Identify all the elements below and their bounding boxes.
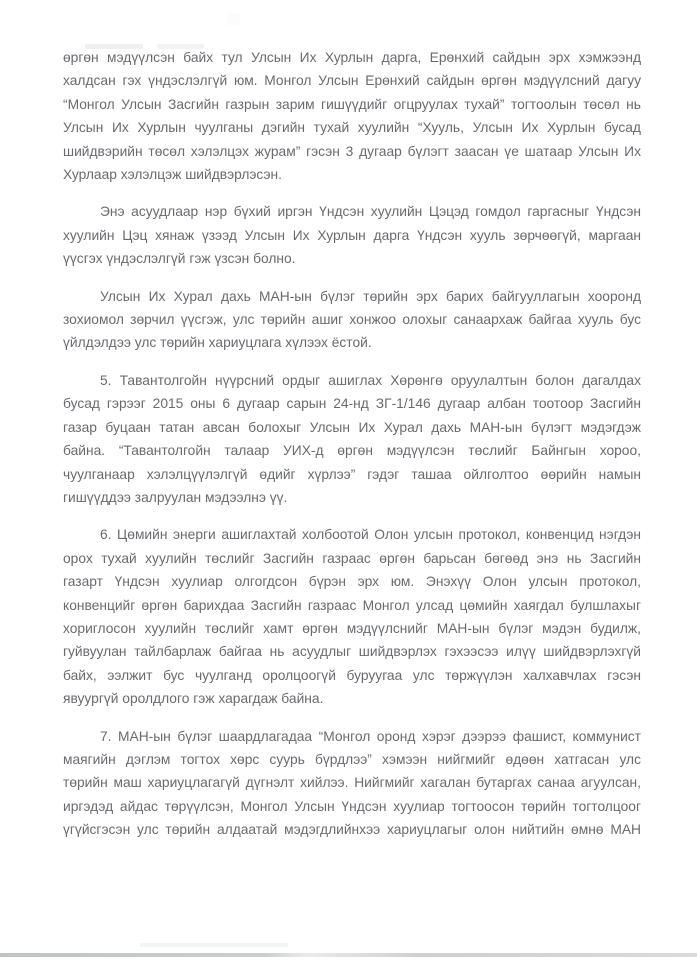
text-line: гишүүддээ залруулан мэдээлнэ үү. bbox=[63, 489, 288, 505]
paragraph bbox=[63, 200, 641, 270]
text-line: 7. МАН-ын бүлэг шаардлагадаа “Монгол оронд хэрэг дээрээ фашист, коммунист bbox=[100, 728, 641, 744]
text-line: орох тухай хуулийн төслийг Засгийн газраас өргөн барьсан бөгөөд энэ нь Засгийн bbox=[63, 550, 641, 566]
text-line: төрийн маш хариуцлагагүй дүгнэлт хийлээ. Нийгмийг хагалан бутаргах санаа агуулсан, bbox=[63, 775, 641, 791]
page-bottom-edge-shadow bbox=[0, 953, 697, 957]
text-line: хуулийн Цэц хянаж үзээд Улсын Их Хурлын дарга Үндсэн хууль зөрчөөгүй, маргаан bbox=[63, 227, 641, 243]
text-line: байна. “Тавантолгойн талаар УИХ-д өргөн мэдүүлсэн төслийг Байнгын хороо, bbox=[63, 443, 641, 459]
text-line: Энэ асуудлаар нэр бүхий иргэн Үндсэн хуулийн Цэцэд гомдол гаргасныг Үндсэн bbox=[100, 204, 641, 220]
text-line: маягийн дэглэм тогтох хөрс суурь бүрдлээ” хэмээн нийгмийг өдөөн хатгасан улс bbox=[63, 751, 641, 767]
paragraph bbox=[63, 523, 641, 710]
text-line: иргэдэд айдас төрүүлсэн, Монгол Улсын Үндсэн хуулиар тогтоосон төрийн тогтолцоог bbox=[63, 798, 641, 814]
text-line: өргөн мэдүүлсэн байх тул Улсын Их Хурлын дарга, Ерөнхий сайдын эрх хэмжээнд bbox=[63, 50, 641, 65]
paragraph bbox=[63, 725, 641, 842]
text-line: Улсын Их Хурлын чуулганы дэгийн тухай хуулийн “Хууль, Улсын Их Хурлын бусад bbox=[63, 120, 641, 136]
text-line: бусад гэрээг 2015 оны 6 дугаар сарын 24-нд ЗГ-1/146 дугаар албан тоотоор Засгийн bbox=[63, 396, 641, 412]
text-line: байх, ээлжит бус чуулганд оролцоогүй буруугаа улс төржүүлэн халхавчлах гэсэн bbox=[63, 667, 641, 683]
scan-dash-artifact bbox=[157, 44, 204, 49]
text-line: зохиомол зөрчил үүсгэж, улс төрийн ашиг хонжоо олохыг санаархаж байгаа хууль бус bbox=[63, 312, 641, 328]
text-line: халдсан гэх үндэслэлгүй юм. Монгол Улсын Ерөнхий сайдын өргөн мэдүүлсний дагуу bbox=[63, 73, 641, 89]
text-line: Хурлаар хэлэлцэж шийдвэрлэсэн. bbox=[63, 167, 282, 183]
text-line: үгүйсгэсэн улс төрийн алдаатай мэдэгдлийнхээ хариуцлагыг олон нийтийн өмнө МАН bbox=[63, 822, 641, 838]
scan-smudge-artifact bbox=[226, 13, 240, 25]
scan-dash-artifact bbox=[140, 943, 288, 947]
text-line: 5. Тавантолгойн нүүрсний ордыг ашиглах Хөрөнгө оруулалтын болон дагалдах bbox=[100, 372, 641, 388]
text-line: гуйвуулан тайлбарлаж байгаа нь асуудлыг шийдвэрлэх гэхээсээ илүү шийдвэрлэхгүй bbox=[63, 644, 641, 660]
document-text-block bbox=[63, 46, 641, 856]
paragraph bbox=[63, 285, 641, 355]
text-line: үйлдэлдээ улс төрийн хариуцлага хүлээх ёстой. bbox=[63, 335, 372, 351]
text-line: газар буцаан татан авсан болохыг Улсын Их Хурал дахь МАН-ын бүлэгт мэдэгдэж bbox=[63, 419, 641, 435]
text-line: үүсгэх үндэслэлгүй гэж үзсэн болно. bbox=[63, 251, 296, 267]
scan-dash-artifact bbox=[85, 44, 143, 49]
text-line: явуургүй оролдлого гэж харагдаж байна. bbox=[63, 691, 324, 707]
paragraph bbox=[63, 369, 641, 509]
text-line: “Монгол Улсын Засгийн газрын зарим гишүүдийг огцруулах тухай” тогтоолын төсөл нь bbox=[63, 96, 641, 112]
text-line: шийдвэрийн төсөл хэлэлцэх журам” гэсэн 3 дугаар бүлэгт заасан үе шатаар Улсын Их bbox=[63, 143, 641, 159]
text-line: конвенцийг өргөн барихдаа Засгийн газраас Монгол улсад цөмийн хаягдал булшлахыг bbox=[63, 597, 641, 613]
text-line: Улсын Их Хурал дахь МАН-ын бүлэг төрийн эрх барих байгууллагын хооронд bbox=[100, 288, 641, 304]
text-line: 6. Цөмийн энерги ашиглахтай холбоотой Олон улсын протокол, конвенцид нэгдэн bbox=[100, 527, 641, 543]
paragraph bbox=[63, 46, 641, 186]
text-line: хориглосон хуулийн төслийг хамт өргөн мэдүүлснийг МАН-ын бүлэг мэдэн будилж, bbox=[63, 620, 641, 636]
text-line: чуулганаар хэлэлцүүлэлгүй өдийг хүрлээ” гэдэг ташаа ойлголтоо өөрийн намын bbox=[63, 466, 641, 482]
text-line: газарт Үндсэн хуулиар олгогдсон бүрэн эрх юм. Энэхүү Олон улсын протокол, bbox=[63, 574, 641, 590]
